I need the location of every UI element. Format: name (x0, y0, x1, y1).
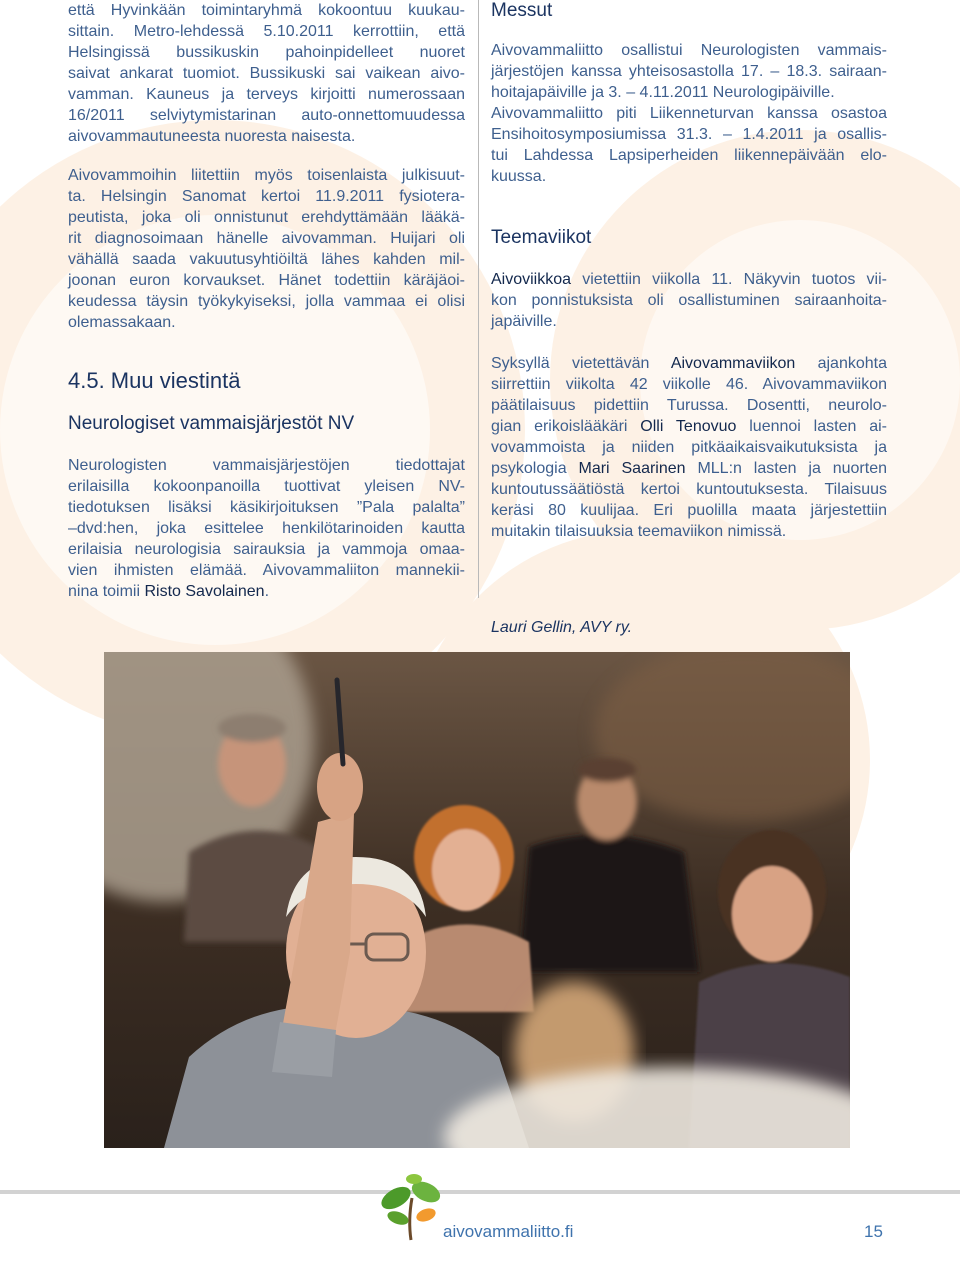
audience-photo-image (104, 652, 850, 1148)
event-name: Aivovammaviikon (670, 355, 796, 372)
text-line: Aivovammaliitto osallistui Neurologisten vammais- (491, 42, 887, 59)
text-line (68, 581, 465, 602)
column-divider (478, 0, 479, 598)
paragraph-messut (491, 40, 887, 187)
text-line: tui Lahdessa Lapsiperheiden liikennepäivään elo- (491, 147, 887, 164)
text-line: kon ponnistuksista oli osallistuminen sairaanhoita- (491, 292, 887, 309)
text-line: –dvd:hen, joka esittelee henkilötarinoiden kautta (68, 520, 465, 537)
text-line: japäiville. (491, 313, 557, 330)
text-segment: gian erikoislääkäri (491, 418, 641, 435)
text-line: joonan euron korvaukset. Hänet todettiin käräjäoi- (68, 272, 465, 289)
text-segment: vietettiin viikolla 11. Näkyvin tuotos vii- (571, 271, 887, 288)
paragraph-toimintaryhma (68, 0, 465, 147)
text-segment: ajankohta (795, 355, 887, 372)
person-name: Mari Saarinen (578, 460, 686, 477)
footer-site: aivovammaliitto.fi (443, 1222, 574, 1241)
paragraph-aivoviikko (491, 269, 887, 332)
text-line (491, 269, 887, 290)
text-line: kuussa. (491, 168, 547, 185)
text-line: olemassakaan. (68, 314, 176, 331)
text-line: Aivovammaliitto piti Liikenneturvan kanssa osastoa (491, 105, 887, 122)
text-line: ta. Helsingin Sanomat kertoi 11.9.2011 fysiotera- (68, 188, 465, 205)
person-name: Olli Tenovuo (640, 418, 737, 435)
heading-messut: Messut (491, 0, 553, 21)
text-line: keräsi 80 kuulijaa. Eri puolilla maata järjestettiin (491, 502, 887, 519)
text-line: aivovammautuneesta nuoresta naisesta. (68, 128, 356, 145)
text-line: siirrettiin viikolta 42 viikolle 46. Aivovammaviikon (491, 376, 887, 393)
text-segment: psykologia (491, 460, 579, 477)
text-segment: luennoi lasten ai- (736, 418, 887, 435)
paragraph-neurologiset (68, 455, 465, 602)
text-line: tiedotuksen lisäksi käsikirjoituksen ”Pala palalta” (68, 499, 465, 516)
text-line: muitakin tilaisuuksia teemaviikon nimissä. (491, 523, 787, 540)
text-line: Aivovammoihin liitettiin myös toisenlaista julkisuut- (68, 167, 465, 184)
text-line: päätilaisuus pidettiin Turussa. Dosentti, neurolo- (491, 397, 887, 414)
text-segment: nina toimii (68, 583, 145, 600)
text-line (491, 353, 887, 374)
text-line: Neurologisten vammaisjärjestöjen tiedottajat (68, 457, 465, 474)
text-line: Ensihoitosymposiumissa 31.3. – 1.4.2011 ja osallis- (491, 126, 887, 143)
heading-teemaviikot: Teemaviikot (491, 227, 592, 248)
text-line (491, 458, 887, 479)
audience-photo (104, 652, 850, 1148)
text-line: hoitajapäiville ja 3. – 4.11.2011 Neurologipäiville. (491, 84, 835, 101)
subheading: Neurologiset vammaisjärjestöt NV (68, 413, 355, 434)
text-segment: MLL:n lasten ja nuorten (685, 460, 887, 477)
text-segment: . (264, 583, 270, 600)
text-line: sittain. Metro-lehdessä 5.10.2011 kerrottiin, että (68, 23, 465, 40)
tree-leaves-icon (378, 1168, 444, 1242)
section-heading: 4.5. Muu viestintä (68, 368, 241, 393)
text-line: kuntoutussäätiöstä kertoi kuntoutuksesta. Tilaisuus (491, 481, 887, 498)
text-line: Helsingissä bussikuskin pahoinpidelleet nuoret (68, 44, 465, 61)
text-line: vamman. Kauneus ja terveys kirjoitti numerossaan (68, 86, 465, 103)
page-number: 15 (864, 1222, 883, 1241)
text-line: vien ihmisten elämää. Aivovammaliiton mannekii- (68, 562, 465, 579)
person-name: Risto Savolainen (144, 583, 265, 600)
text-line: erilaisia neurologisia sairauksia ja vammoja omaa- (68, 541, 465, 558)
footer-rule (0, 1190, 960, 1194)
text-line: vähällä saada vakuutusyhtiöiltä lähes kahden mil- (68, 251, 465, 268)
text-line (491, 416, 887, 437)
text-line: rit diagnosoimaan hänelle aivovamman. Huijari oli (68, 230, 465, 247)
event-name: Aivoviikkoa (491, 271, 572, 288)
text-line: keudessa täysin työkykyiseksi, jolla vammaa ei olisi (68, 293, 465, 310)
text-line: peutista, joka oli onnistunut erehdyttämään lääkä- (68, 209, 465, 226)
paragraph-aivovammaviikko (491, 353, 887, 542)
text-segment: Syksyllä vietettävän (491, 355, 671, 372)
text-line: järjestöjen kanssa yhteisosastolla 17. – 18.3. sairaan- (491, 63, 887, 80)
author-signature: Lauri Gellin, AVY ry. (491, 619, 633, 636)
text-line: että Hyvinkään toimintaryhmä kokoontuu kuukau- (68, 2, 465, 19)
text-line: 16/2011 selviytymistarinan auto-onnettomuudessa (68, 107, 465, 124)
paragraph-julkisuus (68, 165, 465, 333)
text-line: erilaisilla kokoonpanoilla tuottivat yleisen NV- (68, 478, 465, 495)
text-line: vovammoista ja niiden pitkäaikaisvaikutuksista ja (491, 439, 887, 456)
text-line: saivat ankarat tuomiot. Bussikuski sai vaikean aivo- (68, 65, 465, 82)
